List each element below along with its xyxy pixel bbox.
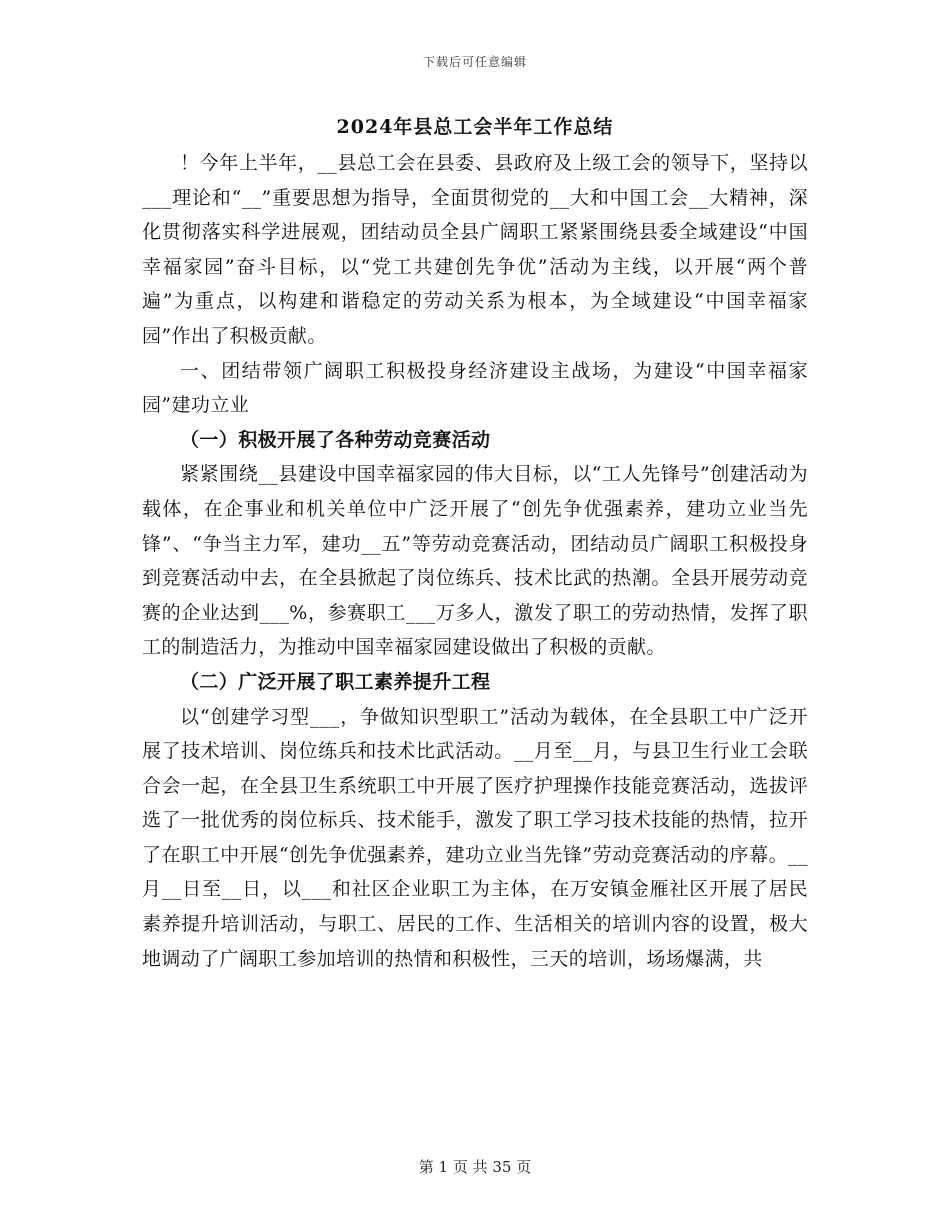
subsection-heading-2: （二）广泛开展了职工素养提升工程 xyxy=(180,670,491,693)
page-header-note: 下载后可任意编辑 xyxy=(422,55,527,69)
document-title: 2024年县总工会半年工作总结 xyxy=(336,116,614,138)
page-footer-number: 第 1 页 共 35 页 xyxy=(418,1158,532,1176)
paragraph-subsection-1: 紧紧围绕__县建设中国幸福家园的伟大目标，以“工人先锋号”创建活动为载体，在企事业和机关单位中广泛开展了“创先争优强素养，建功立业当先锋”、“争当主力军，建功__五”等劳动竞赛活动，团结动员广阔职工积极投身到竞赛活动中去，在全县掀起了岗位练兵、技术比武的热潮。全县开展劳动竞赛的企业达到___%，参赛职工___万多人，激发了职工的劳动热情，发挥了职工的制造活力，为推动中国幸福家园建设做出了积极的贡献。 xyxy=(142,463,808,659)
paragraph-section-heading-1: 一、团结带领广阔职工积极投身经济建设主战场，为建设“中国幸福家园”建功立业 xyxy=(142,359,808,417)
paragraph-subsection-2: 以“创建学习型___，争做知识型职工”活动为载体，在全县职工中广泛开展了技术培训、岗位练兵和技术比武活动。__月至__月，与县卫生行业工会联合会一起，在全县卫生系统职工中开展了医疗护理操作技能竞赛活动，选拔评选了一批优秀的岗位标兵、技术能手，激发了职工学习技术技能的热情，拉开了在职工中开展“创先争优强素养，建功立业当先锋”劳动竞赛活动的序幕。__月__日至__日，以___和社区企业职工为主体，在万安镇金雁社区开展了居民素养提升培训活动，与职工、居民的工作、生活相关的培训内容的设置，极大地调动了广阔职工参加培训的热情和积极性，三天的培训，场场爆满，共 xyxy=(142,705,808,970)
paragraph-intro: ！今年上半年，__县总工会在县委、县政府及上级工会的领导下，坚持以___理论和“__”重要思想为指导，全面贯彻党的__大和中国工会__大精神，深化贯彻落实科学进展观，团结动员全县广阔职工紧紧围绕县委全域建设“中国幸福家园”奋斗目标，以“党工共建创先争优”活动为主线，以开展“两个普遍”为重点，以构建和谐稳定的劳动关系为根本，为全域建设“中国幸福家园”作出了积极贡献。 xyxy=(142,152,808,347)
document-body xyxy=(142,146,808,976)
subsection-heading-1: （一）积极开展了各种劳动竞赛活动 xyxy=(180,428,491,451)
